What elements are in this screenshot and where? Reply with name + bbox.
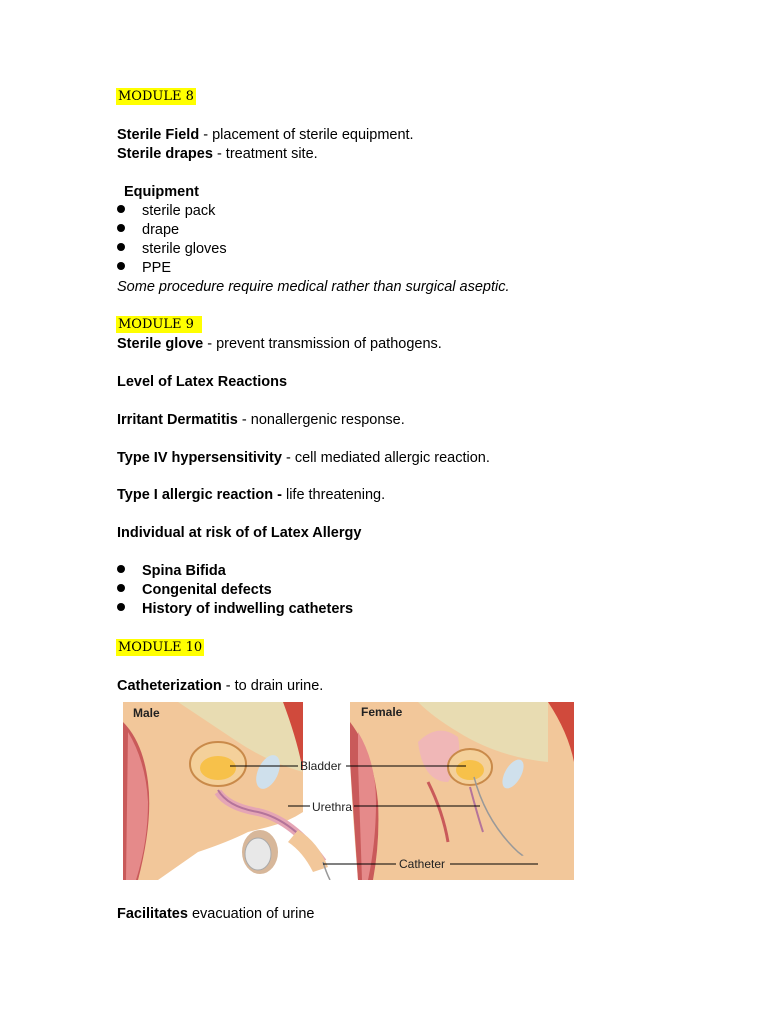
bullet-icon <box>117 205 125 213</box>
module-9-label: MODULE 9 <box>116 316 202 333</box>
module-10-label: MODULE 10 <box>118 640 203 655</box>
type-i-term: Type I allergic reaction - <box>117 487 282 503</box>
catheterization-line <box>117 677 323 695</box>
list-item: drape <box>117 221 179 239</box>
type-iv-definition: - cell mediated allergic reaction. <box>281 450 490 466</box>
type-iv-term: Type IV hypersensitivity <box>117 450 282 466</box>
bullet-icon <box>117 565 125 573</box>
aseptic-note: Some procedure require medical rather than surgical aseptic. <box>117 279 510 295</box>
catheter-label: Catheter <box>399 857 446 871</box>
type-i-line <box>117 486 385 504</box>
bullet-icon <box>117 603 125 611</box>
bullet-icon <box>117 224 125 232</box>
bullet-icon <box>117 243 125 251</box>
facilitates-line <box>117 905 314 923</box>
latex-reactions-heading: Level of Latex Reactions <box>117 374 288 390</box>
facilitates-definition: evacuation of urine <box>187 906 315 922</box>
sterile-glove-term: Sterile glove <box>117 336 204 352</box>
type-iv-line <box>117 449 490 467</box>
list-item: Spina Bifida <box>117 562 226 580</box>
sterile-field-definition: - placement of sterile equipment. <box>199 127 414 143</box>
list-item: sterile pack <box>117 202 215 220</box>
male-anatomy-drawing <box>118 702 330 880</box>
bladder-label: Bladder <box>300 759 342 773</box>
sterile-field-term: Sterile Field <box>117 127 200 143</box>
female-label: Female <box>361 705 403 719</box>
list-item: Congenital defects <box>117 581 272 599</box>
bullet-icon <box>117 584 125 592</box>
sterile-drapes-term: Sterile drapes <box>117 146 213 162</box>
list-item: PPE <box>117 259 171 277</box>
list-item: sterile gloves <box>117 240 227 258</box>
catheterization-term: Catheterization <box>117 678 222 694</box>
latex-risk-heading: Individual at risk of of Latex Allergy <box>117 525 362 541</box>
irritant-dermatitis-term: Irritant Dermatitis <box>117 412 238 428</box>
facilitates-term: Facilitates <box>117 906 188 922</box>
bullet-icon <box>117 262 125 270</box>
male-label: Male <box>133 706 160 720</box>
sterile-drapes-definition: - treatment site. <box>212 146 318 162</box>
urethra-label: Urethra <box>312 800 353 814</box>
anatomy-figure-svg <box>118 702 574 880</box>
irritant-dermatitis-definition: - nonallergenic response. <box>237 412 405 428</box>
equipment-heading: Equipment <box>124 184 199 200</box>
female-anatomy-drawing <box>350 702 574 880</box>
sterile-glove-definition: - prevent transmission of pathogens. <box>203 336 442 352</box>
sterile-glove-line <box>117 335 442 353</box>
sterile-field-line <box>117 126 414 144</box>
module-8-label: MODULE 8 <box>118 89 194 104</box>
catheterization-illustration <box>118 702 574 880</box>
type-i-definition: life threatening. <box>281 487 386 503</box>
sterile-drapes-line <box>117 145 318 163</box>
list-item: History of indwelling catheters <box>117 600 353 618</box>
irritant-dermatitis-line <box>117 411 405 429</box>
catheterization-definition: - to drain urine. <box>221 678 324 694</box>
